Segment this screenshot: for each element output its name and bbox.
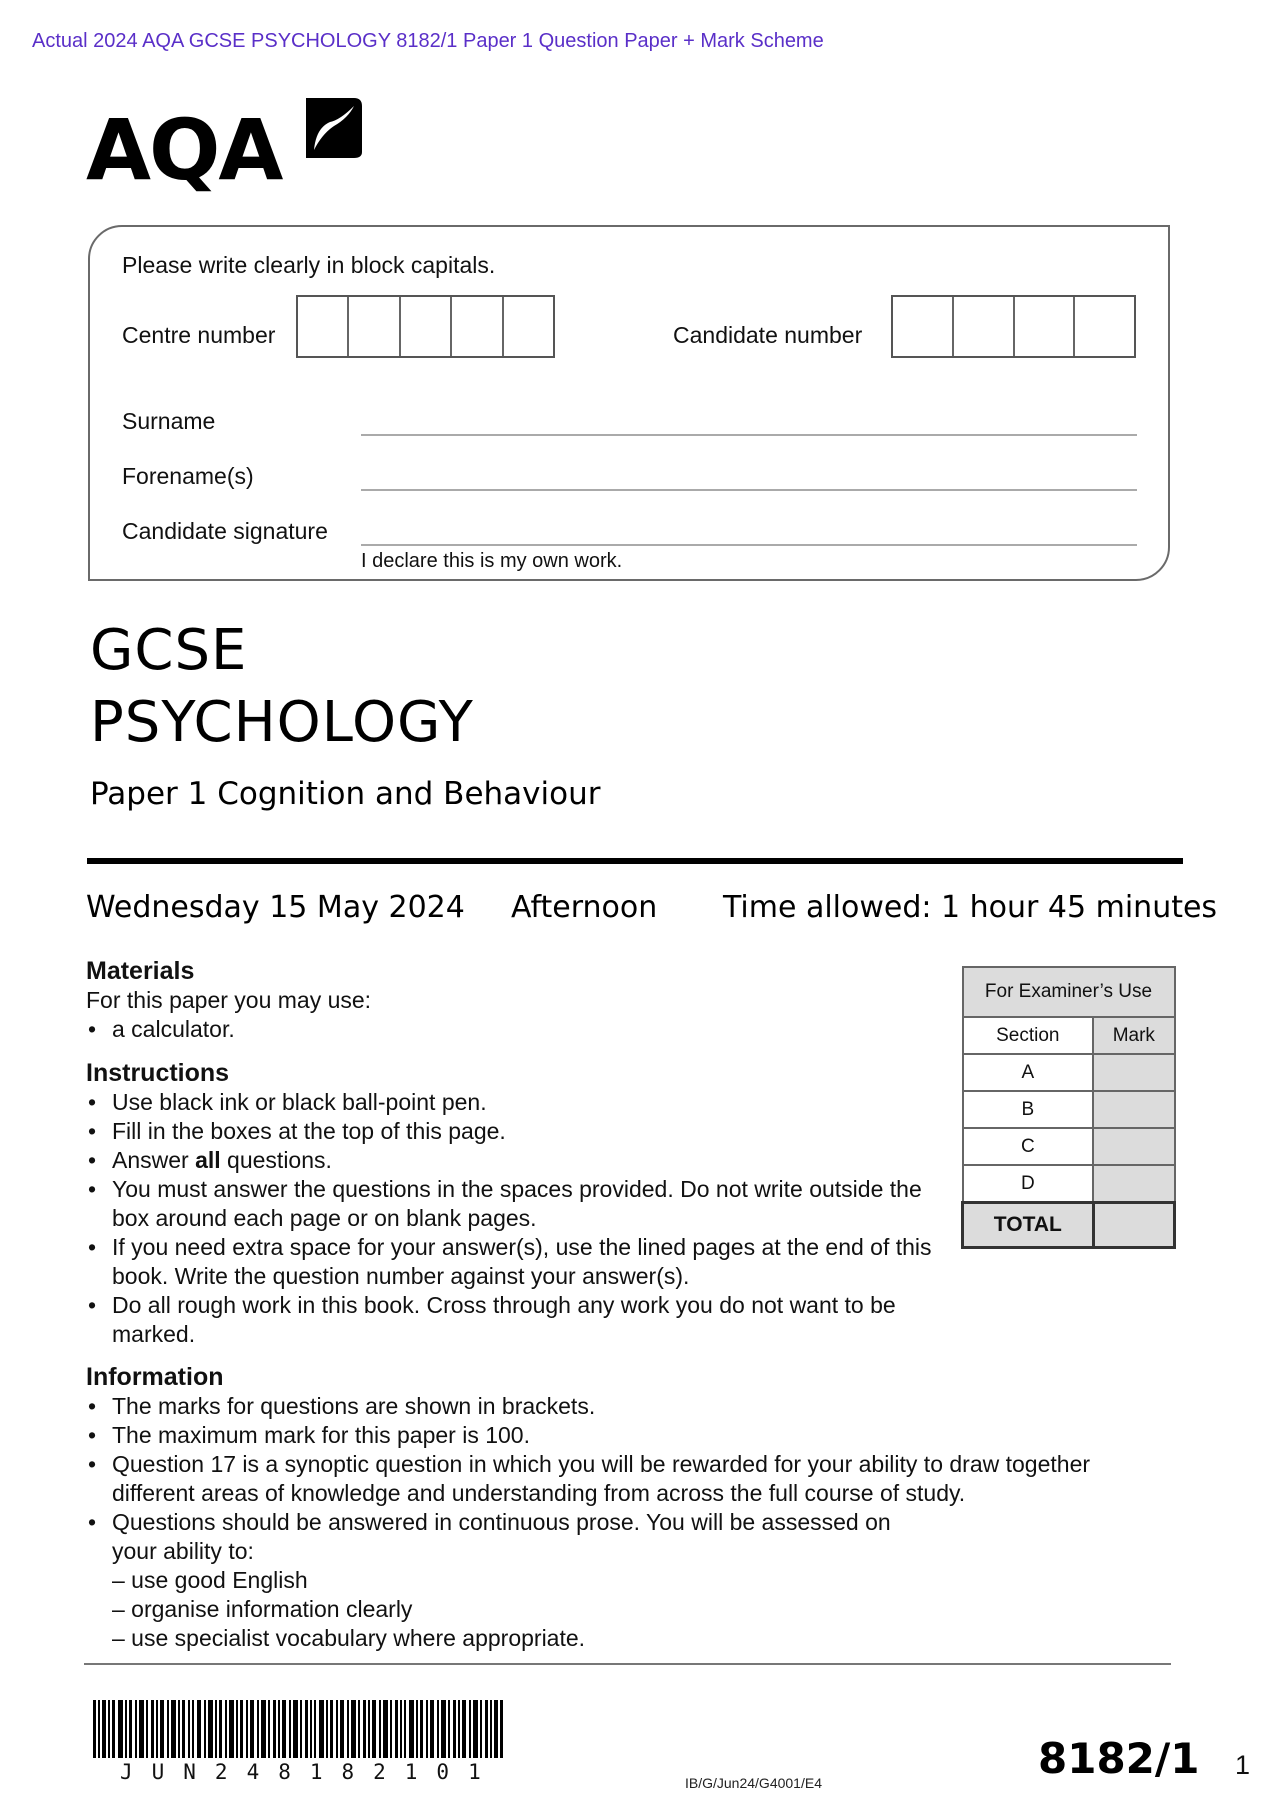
assessment-criterion: – use specialist vocabulary where appropriate. <box>112 1625 586 1651</box>
bullet-icon: • <box>88 1451 97 1477</box>
instruction-item: • Answer all questions. <box>88 1147 332 1173</box>
forename-label: Forename(s) <box>122 463 254 489</box>
footer-divider <box>84 1663 1171 1665</box>
instructions-heading: Instructions <box>86 1059 230 1087</box>
section-column-header: Section <box>963 1017 1094 1054</box>
centre-number-digit-box[interactable] <box>298 297 349 356</box>
bullet-icon: • <box>88 1234 97 1260</box>
page-number: 1 <box>1235 1750 1251 1780</box>
centre-number-label: Centre number <box>122 322 276 348</box>
section-label: D <box>963 1165 1094 1203</box>
form-instruction: Please write clearly in block capitals. <box>122 252 496 278</box>
total-label: TOTAL <box>963 1203 1094 1248</box>
aqa-logo-text: AQA <box>86 101 282 199</box>
mark-cell <box>1093 1091 1174 1128</box>
declaration-text: I declare this is my own work. <box>361 550 623 572</box>
bullet-icon: • <box>88 1509 97 1535</box>
centre-number-digit-box[interactable] <box>504 297 553 356</box>
paper-code: 8182/1 <box>1038 1734 1200 1783</box>
exam-session: Afternoon <box>511 890 658 925</box>
subject-title: PSYCHOLOGY <box>90 690 474 755</box>
candidate-number-digit-box[interactable] <box>954 297 1015 356</box>
mark-cell <box>1093 1128 1174 1165</box>
bullet-icon: • <box>88 1292 97 1318</box>
bullet-icon: • <box>88 1118 97 1144</box>
information-item: • The marks for questions are shown in brackets. <box>88 1393 596 1419</box>
bullet-icon: • <box>88 1089 97 1115</box>
mark-cell <box>1093 1165 1174 1203</box>
exam-date: Wednesday 15 May 2024 <box>86 890 465 925</box>
document-reference: IB/G/Jun24/G4001/E4 <box>685 1775 822 1791</box>
assessment-criterion: – use good English <box>112 1567 308 1593</box>
bullet-icon: • <box>88 1422 97 1448</box>
instruction-item: • Use black ink or black ball-point pen. <box>88 1089 487 1115</box>
information-item: • The maximum mark for this paper is 100. <box>88 1422 530 1448</box>
materials-section <box>86 956 946 1044</box>
candidate-number-digit-box[interactable] <box>1015 297 1076 356</box>
candidate-number-digit-box[interactable] <box>893 297 954 356</box>
qualification-title: GCSE <box>90 618 248 683</box>
bullet-icon: • <box>88 1147 97 1173</box>
instruction-item: • Fill in the boxes at the top of this page. <box>88 1118 506 1144</box>
instructions-section <box>86 1058 956 1349</box>
section-label: C <box>963 1128 1094 1165</box>
paper-title: Paper 1 Cognition and Behaviour <box>90 776 601 812</box>
information-item: • Questions should be answered in continuous prose. You will be assessed on your ability to: <box>88 1509 891 1564</box>
section-label: A <box>963 1054 1094 1091</box>
examiner-table-title: For Examiner’s Use <box>963 967 1175 1017</box>
signature-label: Candidate signature <box>122 518 328 544</box>
instruction-item: • Do all rough work in this book. Cross through any work you do not want to be marked. <box>88 1292 896 1347</box>
information-item: • Question 17 is a synoptic question in which you will be rewarded for your ability to draw together different areas of knowledge and understanding from across the full course of study. <box>88 1451 1091 1506</box>
centre-number-boxes[interactable] <box>296 295 555 358</box>
candidate-number-boxes[interactable] <box>891 295 1136 358</box>
assessment-criterion: – organise information clearly <box>112 1596 413 1622</box>
surname-field[interactable] <box>361 434 1137 436</box>
aqa-leaf-logo-icon <box>304 98 362 158</box>
centre-number-digit-box[interactable] <box>452 297 503 356</box>
instruction-item: • If you need extra space for your answer(s), use the lined pages at the end of this book. Write the question number against your answer(s). <box>88 1234 932 1289</box>
barcode-text: JUN248182101 <box>120 1760 500 1784</box>
forename-field[interactable] <box>361 489 1137 491</box>
barcode-icon <box>93 1700 503 1758</box>
surname-label: Surname <box>122 408 216 434</box>
candidate-number-label: Candidate number <box>673 322 863 348</box>
document-banner-title: Actual 2024 AQA GCSE PSYCHOLOGY 8182/1 Paper 1 Question Paper + Mark Scheme <box>32 30 824 52</box>
materials-heading: Materials <box>86 957 195 985</box>
materials-item: • a calculator. <box>88 1016 235 1042</box>
mark-cell <box>1093 1054 1174 1091</box>
materials-intro: For this paper you may use: <box>86 987 372 1013</box>
centre-number-digit-box[interactable] <box>349 297 400 356</box>
bullet-icon: • <box>88 1016 97 1042</box>
information-section <box>86 1362 1166 1653</box>
centre-number-digit-box[interactable] <box>401 297 452 356</box>
aqa-logo <box>86 98 366 198</box>
mark-column-header: Mark <box>1093 1017 1174 1054</box>
candidate-number-digit-box[interactable] <box>1075 297 1134 356</box>
title-divider <box>87 858 1183 864</box>
section-label: B <box>963 1091 1094 1128</box>
time-allowed: Time allowed: 1 hour 45 minutes <box>723 890 1218 925</box>
bullet-icon: • <box>88 1393 97 1419</box>
total-mark-cell <box>1093 1203 1174 1248</box>
instruction-item: • You must answer the questions in the spaces provided. Do not write outside the box around each page or on blank pages. <box>88 1176 922 1231</box>
information-heading: Information <box>86 1363 224 1391</box>
bullet-icon: • <box>88 1176 97 1202</box>
examiner-use-table <box>961 966 1176 1249</box>
signature-field[interactable] <box>361 544 1137 546</box>
